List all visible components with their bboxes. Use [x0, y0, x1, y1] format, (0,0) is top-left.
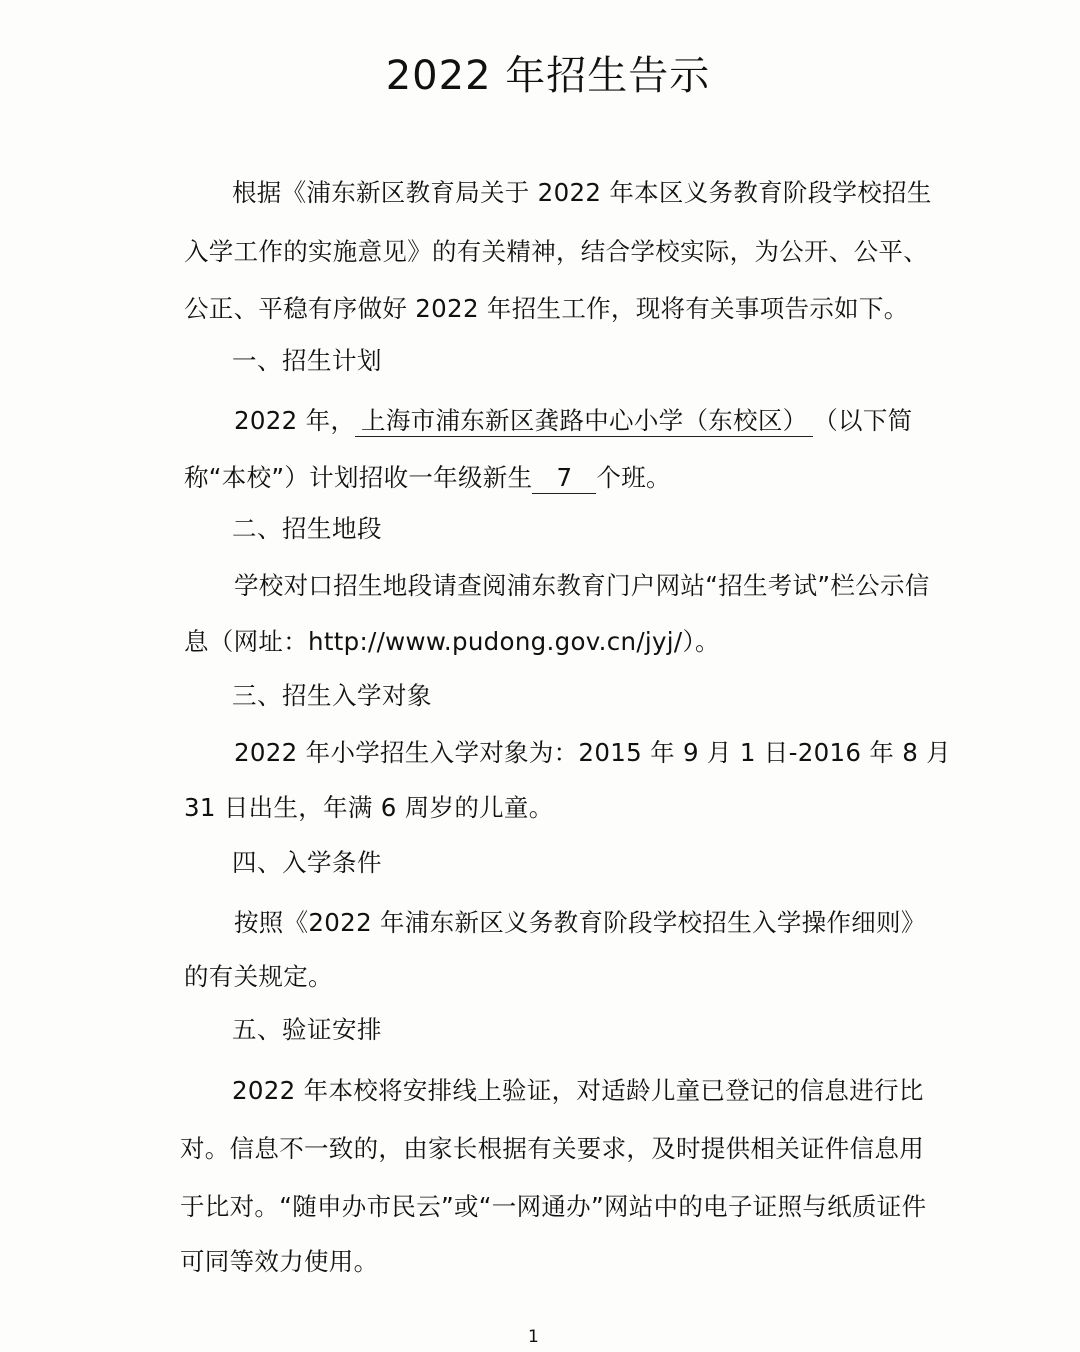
section-1-year-prefix: 2022 年，: [234, 406, 356, 435]
section-4-line-1: 按照《2022 年浦东新区义务教育阶段学校招生入学操作细则》: [234, 908, 926, 937]
section-5-line-3: 于比对。“随申办市民云”或“一网通办”网站中的电子证照与纸质证件: [180, 1192, 927, 1221]
intro-line-1: 根据《浦东新区教育局关于 2022 年本区义务教育阶段学校招生: [232, 178, 932, 207]
section-3-line-1: 2022 年小学招生入学对象为：2015 年 9 月 1 日-2016 年 8 月: [234, 738, 952, 767]
section-1-line-2-prefix: 称“本校”）计划招收一年级新生: [184, 463, 533, 492]
section-3-heading: 三、招生入学对象: [232, 681, 432, 710]
section-2-line-2: 息（网址：http://www.pudong.gov.cn/jyj/）。: [184, 627, 720, 656]
section-3-line-2: 31 日出生，年满 6 周岁的儿童。: [184, 793, 554, 822]
section-5-heading: 五、验证安排: [232, 1015, 382, 1044]
class-count-fill: 7: [532, 463, 596, 494]
section-1-line-2: [184, 461, 671, 495]
section-5-line-2: 对。信息不一致的，由家长根据有关要求，及时提供相关证件信息用: [180, 1134, 924, 1163]
section-5-line-4: 可同等效力使用。: [180, 1247, 379, 1276]
section-4-line-2: 的有关规定。: [184, 962, 333, 991]
notice-title: 2022 年招生告示: [385, 53, 711, 99]
section-4-heading: 四、入学条件: [232, 848, 382, 877]
page-number: 1: [528, 1327, 539, 1347]
section-2-heading: 二、招生地段: [232, 514, 382, 543]
intro-line-3: 公正、平稳有序做好 2022 年招生工作，现将有关事项告示如下。: [184, 294, 909, 323]
section-5-line-1: 2022 年本校将安排线上验证，对适龄儿童已登记的信息进行比: [232, 1076, 924, 1105]
section-2-line-1: 学校对口招生地段请查阅浦东教育门户网站“招生考试”栏公示信: [234, 571, 930, 600]
section-1-line-2-suffix: 个班。: [596, 463, 671, 492]
section-1-suffix: （以下简: [813, 406, 913, 435]
section-1-heading: 一、招生计划: [232, 346, 382, 375]
school-name-fill: 上海市浦东新区龚路中心小学（东校区）: [355, 406, 813, 437]
intro-line-2: 入学工作的实施意见》的有关精神，结合学校实际，为公开、公平、: [184, 237, 928, 266]
section-1-line-1: [234, 404, 912, 438]
